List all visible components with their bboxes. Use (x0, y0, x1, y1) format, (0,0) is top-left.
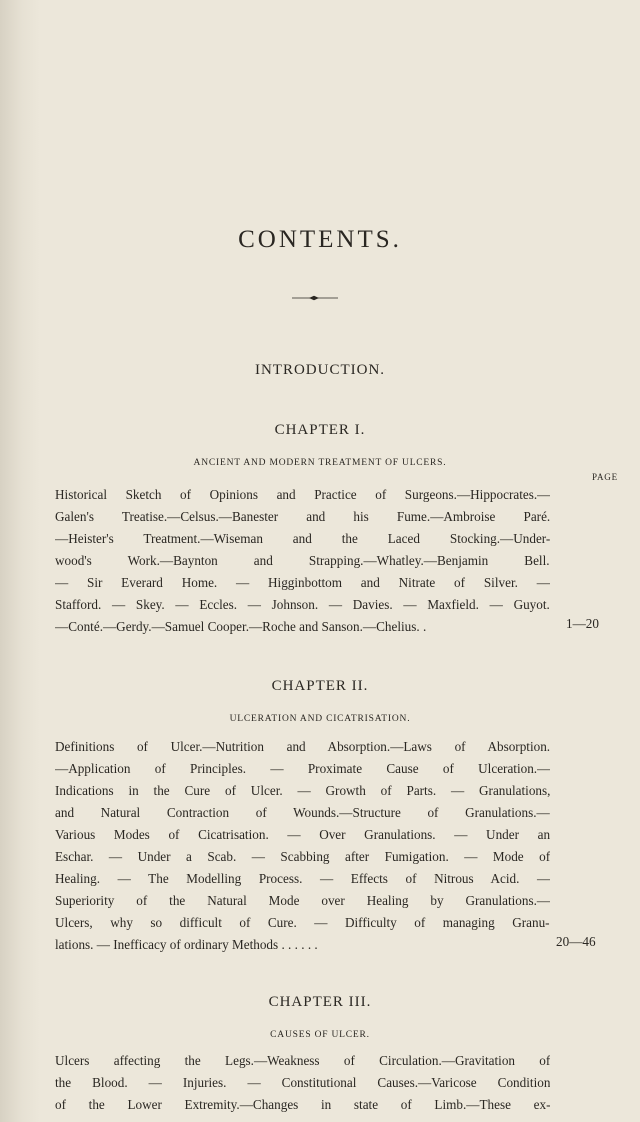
summary-line: Stafford. — Skey. — Eccles. — Johnson. — Davies. — Maxfield. — Guyot. (55, 597, 550, 612)
introduction-heading: INTRODUCTION. (254, 362, 386, 378)
summary-line: Ulcers affecting the Legs.—Weakness of Circulation.—Gravitation of (55, 1053, 550, 1068)
chapter-2-subtitle: ULCERATION AND CICATRISATION. (229, 714, 411, 724)
chapter-1-summary (55, 484, 550, 638)
chapter-2-summary (55, 736, 550, 956)
chapter-3-subtitle: CAUSES OF ULCER. (270, 1030, 370, 1040)
summary-line: and Natural Contraction of Wounds.—Structure of Granulations.— (55, 805, 550, 820)
chapter-1-pages: 1—20 (566, 616, 599, 631)
chapter-2-pages: 20—46 (556, 934, 596, 949)
summary-line: Various Modes of Cicatrisation. — Over Granulations. — Under an (55, 827, 550, 842)
chapter-3-heading: CHAPTER III. (268, 994, 372, 1010)
page-column-label: PAGE (592, 472, 618, 482)
summary-line: Eschar. — Under a Scab. — Scabbing after Fumigation. — Mode of (55, 849, 550, 864)
summary-line: wood's Work.—Baynton and Strapping.—Whatley.—Benjamin Bell. (55, 553, 550, 568)
summary-line: the Blood. — Injuries. — Constitutional Causes.—Varicose Condition (55, 1075, 550, 1090)
divider-ornament (292, 295, 338, 301)
summary-line: —Heister's Treatment.—Wiseman and the Laced Stocking.—Under- (55, 531, 550, 546)
summary-line: Healing. — The Modelling Process. — Effects of Nitrous Acid. — (55, 871, 550, 886)
summary-line: Definitions of Ulcer.—Nutrition and Absorption.—Laws of Absorption. (55, 739, 550, 754)
summary-line: — Sir Everard Home. — Higginbottom and Nitrate of Silver. — (55, 575, 550, 590)
summary-line: of the Lower Extremity.—Changes in state of Limb.—These ex- (55, 1097, 550, 1112)
summary-line: Galen's Treatise.—Celsus.—Banester and his Fume.—Ambroise Paré. (55, 509, 550, 524)
summary-line: Historical Sketch of Opinions and Practice of Surgeons.—Hippocrates.— (55, 487, 550, 502)
summary-line: Ulcers, why so difficult of Cure. — Difficulty of managing Granu- (55, 915, 550, 930)
chapter-1-heading: CHAPTER I. (274, 422, 366, 438)
summary-line: lations. — Inefficacy of ordinary Methods . . . . . . (55, 937, 318, 952)
page-title: CONTENTS. (238, 226, 402, 253)
summary-line: —Conté.—Gerdy.—Samuel Cooper.—Roche and Sanson.—Chelius. . (55, 619, 427, 634)
chapter-2-heading: CHAPTER II. (271, 678, 369, 694)
summary-line: Indications in the Cure of Ulcer. — Growth of Parts. — Granulations, (55, 783, 550, 798)
summary-line: —Application of Principles. — Proximate Cause of Ulceration.— (55, 761, 550, 776)
summary-line: Superiority of the Natural Mode over Healing by Granulations.— (55, 893, 550, 908)
chapter-1-subtitle: ANCIENT AND MODERN TREATMENT OF ULCERS. (193, 458, 447, 468)
chapter-3-summary (55, 1050, 550, 1116)
